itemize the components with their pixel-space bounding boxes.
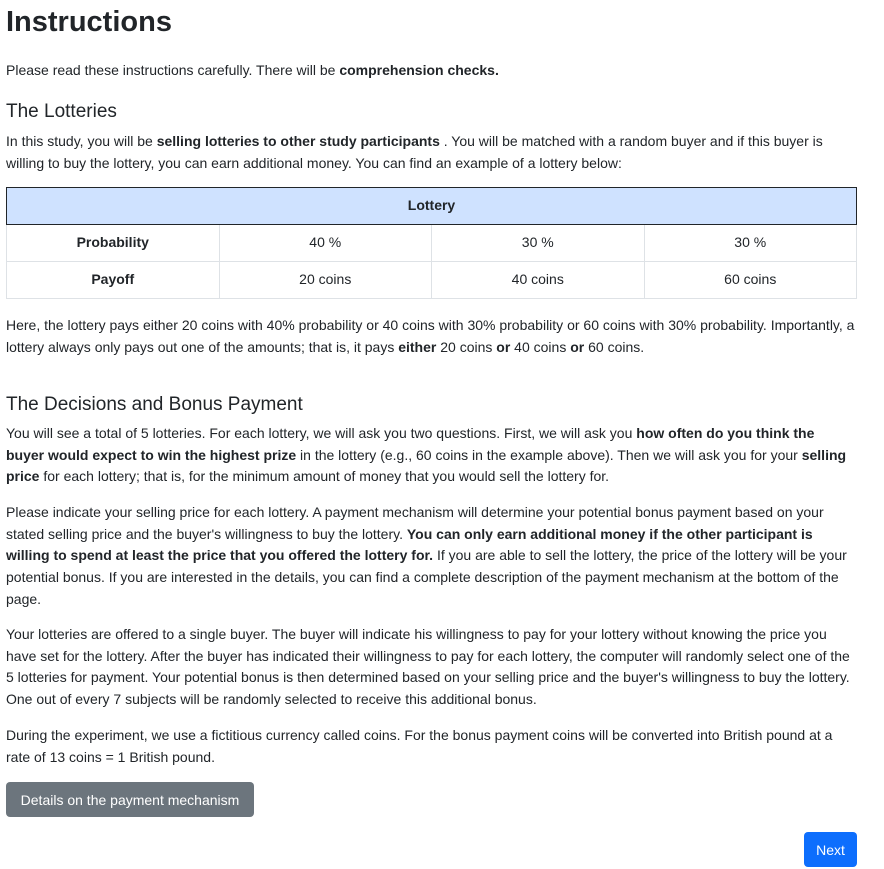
table-cell: 60 coins <box>644 262 857 299</box>
lotteries-p2-text-a: Here, the lottery pays either 20 coins with 40% probability or 40 coins with 30% probability or 60 coins with 30% probability. Importantly, a lottery always only pays out one of the amounts; that is, it pays <box>6 317 855 355</box>
lotteries-p1-bold: selling lotteries to other study participants <box>156 133 440 149</box>
decisions-p2-text-a: Please indicate your selling price for each lottery. A payment mechanism will determine your potential bonus payment based on your stated selling price and the buyer's willingness to buy the lottery. <box>6 504 824 542</box>
lotteries-p1-text-a: In this study, you will be <box>6 133 157 149</box>
intro-text: Please read these instructions carefully. There will be <box>6 62 340 78</box>
details-payment-mechanism-button[interactable]: Details on the payment mechanism <box>6 782 254 817</box>
lottery-table-header: Lottery <box>7 188 857 225</box>
decisions-paragraph-4: During the experiment, we use a fictitious currency called coins. For the bonus payment coins will be converted into British pound at a rate of 13 coins = 1 British pound. <box>6 727 833 765</box>
lotteries-p2-bold-or-2: or <box>570 338 585 355</box>
table-cell: 30 % <box>432 225 645 262</box>
intro-paragraph <box>6 60 856 82</box>
decisions-heading: The Decisions and Bonus Payment <box>6 394 303 415</box>
decisions-p1-bold-2: selling price <box>6 446 847 485</box>
lotteries-p2-text-c: 20 coins <box>436 338 497 355</box>
decisions-paragraph-2 <box>6 502 856 610</box>
table-row <box>7 225 857 262</box>
decisions-p2-bold: You can only earn additional money if the other participant is willing to spend at least the price that you offered the lottery for. <box>6 525 813 564</box>
lottery-table <box>6 187 857 299</box>
table-cell: 40 coins <box>432 262 645 299</box>
decisions-p1-text-b: in the lottery (e.g., 60 coins in the example above). Then we will ask you for your <box>296 446 802 463</box>
table-cell: 20 coins <box>219 262 432 299</box>
lotteries-paragraph-1 <box>6 131 856 174</box>
decisions-p1-text-c: for each lottery; that is, for the minimum amount of money that you would sell the lottery for. <box>39 468 610 485</box>
lotteries-p1-text-b: . You will be matched with a random buyer and if this buyer is willing to buy the lottery, you can earn additional money. You can find an example of a lottery below: <box>6 133 823 171</box>
decisions-p1-bold-1: how often do you think the buyer would expect to win the highest prize <box>6 425 815 463</box>
payoff-row-label: Payoff <box>7 262 220 299</box>
decisions-paragraph-1 <box>6 423 856 488</box>
lotteries-paragraph-2 <box>6 315 856 358</box>
next-button[interactable]: Next <box>804 832 857 867</box>
decisions-paragraph-3: Your lotteries are offered to a single buyer. The buyer will indicate his willingness to pay for your lottery without knowing the price you have set for the lottery. After the buyer has indicated their willingness to pay for each lottery, the computer will randomly select one of the 5 lotteries for payment. Your potential bonus is then determined based on your selling price and the buyer's willingness to buy the lottery. One out of every 7 subjects will be randomly selected to receive this additional bonus. <box>6 626 850 708</box>
probability-row-label: Probability <box>7 225 220 262</box>
lotteries-p2-bold-or-1: or <box>496 338 511 355</box>
decisions-p1-text-a: You will see a total of 5 lotteries. For each lottery, we will ask you two questions. First, we will ask you <box>6 425 637 441</box>
lotteries-p2-bold-either: either <box>398 338 437 355</box>
decisions-p2-text-b: If you are able to sell the lottery, the price of the lottery will be your potential bonus. If you are interested in the details, you can find a complete description of the payment mechanism at the bottom of the page. <box>6 547 847 607</box>
table-row <box>7 262 857 299</box>
lottery-table-wrapper <box>6 187 857 299</box>
page-title: Instructions <box>6 6 172 38</box>
intro-bold: comprehension checks. <box>339 62 499 78</box>
lotteries-p2-text-e: 60 coins. <box>584 338 645 355</box>
lotteries-p2-text-d: 40 coins <box>510 338 571 355</box>
table-cell: 30 % <box>644 225 857 262</box>
table-cell: 40 % <box>219 225 432 262</box>
lotteries-heading: The Lotteries <box>6 101 117 122</box>
